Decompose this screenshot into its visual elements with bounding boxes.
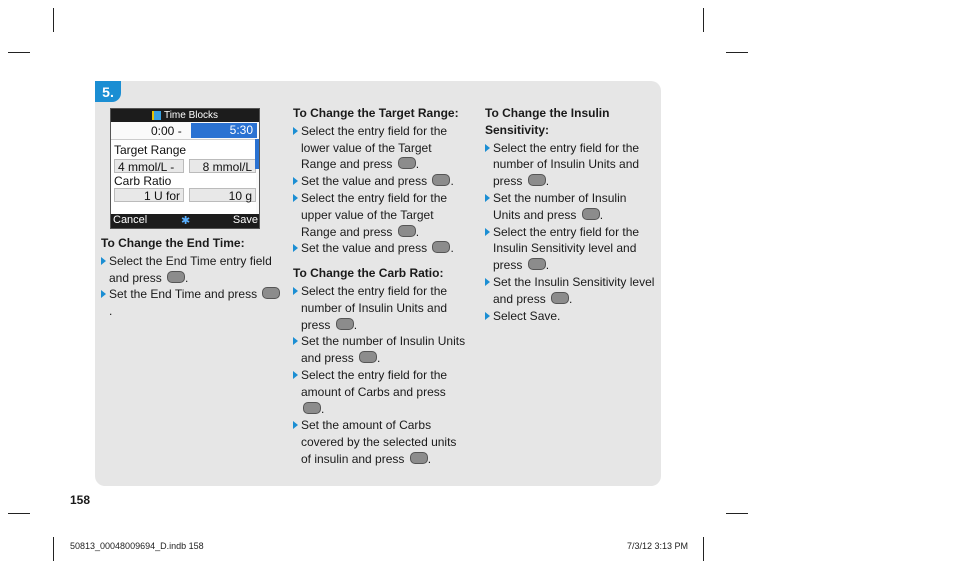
button-icon (410, 452, 428, 464)
device-title-bar (111, 109, 259, 122)
footer-timestamp: 7/3/12 3:13 PM (627, 541, 689, 551)
list-item: Set the value and press . (293, 173, 469, 190)
save-button[interactable]: Save (232, 214, 258, 226)
list-item: Select Save. (485, 308, 657, 325)
end-time-heading: To Change the End Time: (101, 236, 245, 250)
carb-ratio-heading: To Change the Carb Ratio: (293, 266, 444, 281)
crop-mark (53, 8, 54, 32)
button-icon (336, 318, 354, 330)
target-high-field[interactable]: 8 mmol/L (189, 159, 256, 173)
device-footer (111, 214, 259, 228)
list-item: Select the entry field for the number of Insulin Units and press . (485, 140, 657, 190)
button-icon (398, 225, 416, 237)
list-item: Set the amount of Carbs covered by the selected units of insulin and press . (293, 417, 469, 467)
button-icon (359, 351, 377, 363)
time-row (111, 123, 259, 138)
button-icon (432, 241, 450, 253)
end-time-section (101, 235, 281, 320)
list-item: Select the entry field for the lower value of the Target Range and press . (293, 123, 469, 173)
list-item: Set the Insulin Sensitivity level and press . (485, 274, 657, 308)
list-item: Set the number of Insulin Units and press . (485, 190, 657, 224)
target-carb-section (293, 105, 469, 468)
page-number: 158 (70, 493, 91, 507)
crop-mark (726, 52, 748, 53)
button-icon (262, 287, 280, 299)
list-item: Select the End Time entry field and press . (101, 253, 281, 287)
device-title: Time Blocks (163, 110, 219, 121)
device-settings (111, 139, 256, 216)
crop-mark (703, 8, 704, 32)
cancel-button[interactable]: Cancel (113, 214, 148, 226)
carb-grams-field[interactable]: 10 g (189, 188, 256, 202)
list-item: Select the entry field for the number of Insulin Units and press . (293, 283, 469, 333)
scrollbar[interactable] (255, 139, 259, 169)
button-icon (582, 208, 600, 220)
target-low-field[interactable]: 4 mmol/L - (114, 159, 184, 173)
button-icon (398, 157, 416, 169)
crop-mark (703, 537, 704, 561)
list-item: Select the entry field for the upper value of the Target Range and press . (293, 190, 469, 240)
button-icon (528, 174, 546, 186)
button-icon (167, 271, 185, 283)
list-item: Select the entry field for the amount of Carbs and press . (293, 367, 469, 417)
button-icon (551, 292, 569, 304)
insulin-sensitivity-heading: To Change the Insulin Sensitivity: (485, 106, 610, 137)
step-badge: 5. (95, 81, 121, 102)
button-icon (528, 258, 546, 270)
start-time: 0:00 - (151, 124, 182, 138)
crop-mark (8, 52, 30, 53)
button-icon (432, 174, 450, 186)
crop-mark (53, 537, 54, 561)
device-screen (110, 108, 260, 229)
insulin-sensitivity-section (485, 105, 657, 324)
carb-units-field[interactable]: 1 U for (114, 188, 184, 202)
target-range-heading: To Change the Target Range: (293, 106, 459, 120)
button-icon (303, 402, 321, 414)
bluetooth-icon: ✱ (181, 215, 191, 227)
footer-file-info: 50813_00048009694_D.indb 158 (70, 541, 204, 551)
list-item: Set the End Time and press . (101, 286, 281, 320)
target-range-label: Target Range (114, 143, 187, 157)
list-item: Select the entry field for the Insulin Sensitivity level and press . (485, 224, 657, 274)
time-blocks-icon (152, 111, 161, 120)
crop-mark (726, 513, 748, 514)
end-time-field[interactable]: 5:30 (191, 123, 257, 138)
list-item: Set the value and press . (293, 240, 469, 257)
list-item: Set the number of Insulin Units and press . (293, 333, 469, 367)
crop-mark (8, 513, 30, 514)
carb-ratio-label: Carb Ratio (114, 174, 172, 188)
